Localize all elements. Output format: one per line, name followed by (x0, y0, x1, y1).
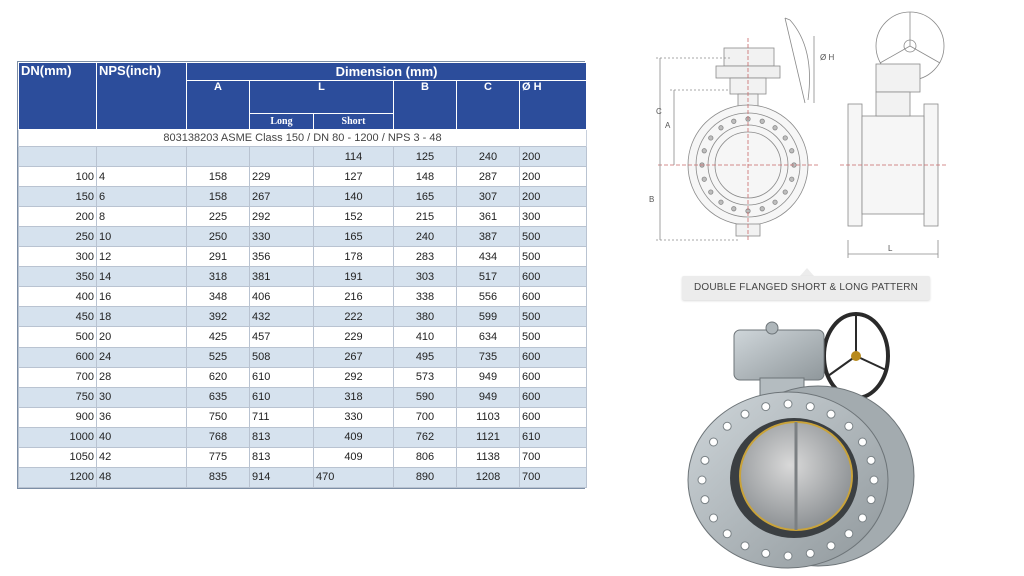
cell-long: 610 (250, 387, 314, 407)
bolt-hole-icon (698, 476, 706, 484)
cell-long: 356 (250, 247, 314, 267)
cell-c: 434 (457, 247, 520, 267)
cell-short: 470 (314, 467, 394, 487)
cell-b: 148 (394, 167, 457, 187)
cell-a: 291 (187, 247, 250, 267)
cell-c: 387 (457, 227, 520, 247)
cell-h: 300 (520, 207, 587, 227)
cell-a: 750 (187, 407, 250, 427)
cell-nps (97, 147, 187, 167)
cell-short: 216 (314, 287, 394, 307)
cell-c: 949 (457, 367, 520, 387)
cell-short: 191 (314, 267, 394, 287)
table-row (19, 367, 587, 387)
cell-a: 620 (187, 367, 250, 387)
cell-long: 267 (250, 187, 314, 207)
bolt-hole-icon (723, 530, 731, 538)
cell-a: 225 (187, 207, 250, 227)
cell-dn: 250 (19, 227, 97, 247)
bolt-hole-icon (867, 496, 875, 504)
valve-technical-drawing (630, 8, 960, 268)
header-dimension: Dimension (mm) (187, 63, 587, 81)
cell-c: 1208 (457, 467, 520, 487)
bolt-hole-icon (702, 177, 706, 181)
cell-h: 600 (520, 387, 587, 407)
bolt-hole-icon (741, 542, 749, 550)
cell-dn: 900 (19, 407, 97, 427)
label-b: B (649, 195, 655, 204)
cell-c: 287 (457, 167, 520, 187)
cell-a (187, 147, 250, 167)
cell-nps: 16 (97, 287, 187, 307)
header-dn: DN(mm) (19, 63, 97, 130)
cell-short: 409 (314, 447, 394, 467)
cell-h: 500 (520, 307, 587, 327)
table-row (19, 387, 587, 407)
cell-b: 762 (394, 427, 457, 447)
bolt-hole-icon (719, 200, 723, 204)
bolt-hole-icon (732, 119, 736, 123)
cell-dn: 750 (19, 387, 97, 407)
cell-dn: 300 (19, 247, 97, 267)
cell-dn: 150 (19, 187, 97, 207)
cell-a: 158 (187, 167, 250, 187)
cell-short: 165 (314, 227, 394, 247)
cell-b: 283 (394, 247, 457, 267)
cell-a: 775 (187, 447, 250, 467)
cell-b: 215 (394, 207, 457, 227)
cell-long: 457 (250, 327, 314, 347)
cell-long: 432 (250, 307, 314, 327)
bolt-hole-icon (783, 136, 787, 140)
header-short: Short (314, 114, 394, 130)
table-row (19, 427, 587, 447)
cell-nps: 42 (97, 447, 187, 467)
cell-nps: 48 (97, 467, 187, 487)
table-row (19, 347, 587, 367)
cell-h: 500 (520, 247, 587, 267)
bolt-hole-icon (710, 438, 718, 446)
table-row (19, 207, 587, 227)
cell-h: 600 (520, 347, 587, 367)
table-row (19, 327, 587, 347)
cell-a: 392 (187, 307, 250, 327)
bolt-hole-icon (827, 410, 835, 418)
bolt-hole-icon (790, 149, 794, 153)
cell-nps: 8 (97, 207, 187, 227)
label-c: C (656, 107, 662, 116)
cell-long: 813 (250, 447, 314, 467)
cell-a: 525 (187, 347, 250, 367)
cell-c: 361 (457, 207, 520, 227)
cell-nps: 40 (97, 427, 187, 447)
cell-c: 949 (457, 387, 520, 407)
cell-dn: 1050 (19, 447, 97, 467)
cell-short: 140 (314, 187, 394, 207)
cell-nps: 20 (97, 327, 187, 347)
bolt-hole-icon (845, 530, 853, 538)
cell-short: 409 (314, 427, 394, 447)
bolt-hole-icon (806, 403, 814, 411)
bolt-hole-icon (710, 514, 718, 522)
pattern-label: DOUBLE FLANGED SHORT & LONG PATTERN (682, 276, 930, 300)
bolt-hole-icon (723, 422, 731, 430)
table-row (19, 187, 587, 207)
cell-dn: 400 (19, 287, 97, 307)
table-row (19, 287, 587, 307)
cell-a: 348 (187, 287, 250, 307)
cell-h: 500 (520, 227, 587, 247)
cell-long: 813 (250, 427, 314, 447)
cell-nps: 18 (97, 307, 187, 327)
table-row (19, 167, 587, 187)
butterfly-valve-photo (676, 308, 926, 570)
cell-h: 500 (520, 327, 587, 347)
cell-long: 381 (250, 267, 314, 287)
cell-short: 330 (314, 407, 394, 427)
cell-c: 307 (457, 187, 520, 207)
cell-b: 303 (394, 267, 457, 287)
cell-c: 556 (457, 287, 520, 307)
bolt-hole-icon (762, 549, 770, 557)
bolt-hole-icon (784, 400, 792, 408)
cell-h: 200 (520, 187, 587, 207)
cell-c: 735 (457, 347, 520, 367)
cell-c: 1121 (457, 427, 520, 447)
cell-h: 200 (520, 147, 587, 167)
cell-h: 600 (520, 267, 587, 287)
cell-dn: 1000 (19, 427, 97, 447)
cell-short: 222 (314, 307, 394, 327)
table-row (19, 407, 587, 427)
cell-long: 914 (250, 467, 314, 487)
label-l: L (888, 244, 893, 253)
cell-b: 338 (394, 287, 457, 307)
bolt-hole-icon (867, 456, 875, 464)
table-row (19, 227, 587, 247)
cell-nps: 36 (97, 407, 187, 427)
cell-b: 700 (394, 407, 457, 427)
bolt-hole-icon (790, 177, 794, 181)
cell-b: 125 (394, 147, 457, 167)
cell-a: 318 (187, 267, 250, 287)
cell-b: 165 (394, 187, 457, 207)
cell-nps: 14 (97, 267, 187, 287)
bolt-hole-icon (762, 403, 770, 411)
dimension-table (17, 61, 585, 489)
bolt-hole-icon (701, 456, 709, 464)
table-row (19, 467, 587, 487)
valve-side-view-drawing (840, 12, 946, 258)
header-long: Long (250, 114, 314, 130)
cell-dn: 600 (19, 347, 97, 367)
bolt-hole-icon (741, 410, 749, 418)
cell-c: 634 (457, 327, 520, 347)
cell-b: 495 (394, 347, 457, 367)
cell-nps: 12 (97, 247, 187, 267)
cell-dn: 200 (19, 207, 97, 227)
cell-h: 610 (520, 427, 587, 447)
bolt-hole-icon (845, 422, 853, 430)
cell-c: 240 (457, 147, 520, 167)
bolt-hole-icon (870, 476, 878, 484)
bolt-hole-icon (773, 200, 777, 204)
cell-long: 711 (250, 407, 314, 427)
cell-a: 158 (187, 187, 250, 207)
header-l: L (250, 81, 394, 114)
cell-c: 1103 (457, 407, 520, 427)
cell-long: 229 (250, 167, 314, 187)
cell-a: 768 (187, 427, 250, 447)
bolt-hole-icon (858, 438, 866, 446)
table-caption: 803138203 ASME Class 150 / DN 80 - 1200 / NPS 3 - 48 (19, 130, 587, 147)
bolt-hole-icon (709, 136, 713, 140)
cell-b: 806 (394, 447, 457, 467)
cell-a: 250 (187, 227, 250, 247)
cell-dn: 500 (19, 327, 97, 347)
cell-dn: 450 (19, 307, 97, 327)
cell-long: 610 (250, 367, 314, 387)
bolt-hole-icon (827, 542, 835, 550)
cell-dn: 1200 (19, 467, 97, 487)
cell-dn: 350 (19, 267, 97, 287)
valve-front-view-drawing (656, 18, 820, 240)
cell-b: 590 (394, 387, 457, 407)
cell-h: 700 (520, 447, 587, 467)
cell-short: 178 (314, 247, 394, 267)
cell-b: 573 (394, 367, 457, 387)
bolt-hole-icon (806, 549, 814, 557)
cell-nps: 28 (97, 367, 187, 387)
cell-long: 508 (250, 347, 314, 367)
cell-short: 267 (314, 347, 394, 367)
header-c: C (457, 81, 520, 130)
cell-a: 425 (187, 327, 250, 347)
cell-b: 890 (394, 467, 457, 487)
table-row (19, 247, 587, 267)
cell-h: 600 (520, 367, 587, 387)
table-row (19, 267, 587, 287)
bolt-hole-icon (760, 207, 764, 211)
cell-nps: 4 (97, 167, 187, 187)
bolt-hole-icon (719, 126, 723, 130)
table-row (19, 307, 587, 327)
cell-h: 600 (520, 287, 587, 307)
cell-nps: 24 (97, 347, 187, 367)
header-b: B (394, 81, 457, 130)
cell-nps: 10 (97, 227, 187, 247)
pattern-callout-arrow (800, 268, 814, 276)
cell-short: 127 (314, 167, 394, 187)
header-h: Ø H (520, 81, 587, 130)
cell-h: 600 (520, 407, 587, 427)
cell-b: 240 (394, 227, 457, 247)
cell-b: 380 (394, 307, 457, 327)
bolt-hole-icon (760, 119, 764, 123)
cell-short: 114 (314, 147, 394, 167)
cell-long: 406 (250, 287, 314, 307)
cell-short: 152 (314, 207, 394, 227)
cell-c: 1138 (457, 447, 520, 467)
cell-nps: 6 (97, 187, 187, 207)
bolt-hole-icon (701, 496, 709, 504)
label-a: A (665, 121, 671, 130)
bolt-hole-icon (709, 190, 713, 194)
cell-dn: 700 (19, 367, 97, 387)
bolt-hole-icon (773, 126, 777, 130)
cell-short: 292 (314, 367, 394, 387)
header-a: A (187, 81, 250, 130)
cell-short: 229 (314, 327, 394, 347)
bolt-hole-icon (858, 514, 866, 522)
cell-long: 292 (250, 207, 314, 227)
cell-h: 700 (520, 467, 587, 487)
bolt-hole-icon (702, 149, 706, 153)
cell-long (250, 147, 314, 167)
cell-c: 517 (457, 267, 520, 287)
cell-dn (19, 147, 97, 167)
label-h: Ø H (820, 53, 835, 62)
header-nps: NPS(inch) (97, 63, 187, 130)
cell-h: 200 (520, 167, 587, 187)
table-row (19, 147, 587, 167)
cell-dn: 100 (19, 167, 97, 187)
cell-a: 635 (187, 387, 250, 407)
cell-c: 599 (457, 307, 520, 327)
bolt-hole-icon (732, 207, 736, 211)
cell-b: 410 (394, 327, 457, 347)
bolt-hole-icon (783, 190, 787, 194)
cell-long: 330 (250, 227, 314, 247)
cell-a: 835 (187, 467, 250, 487)
cell-short: 318 (314, 387, 394, 407)
table-row (19, 447, 587, 467)
bolt-hole-icon (784, 552, 792, 560)
cell-nps: 30 (97, 387, 187, 407)
